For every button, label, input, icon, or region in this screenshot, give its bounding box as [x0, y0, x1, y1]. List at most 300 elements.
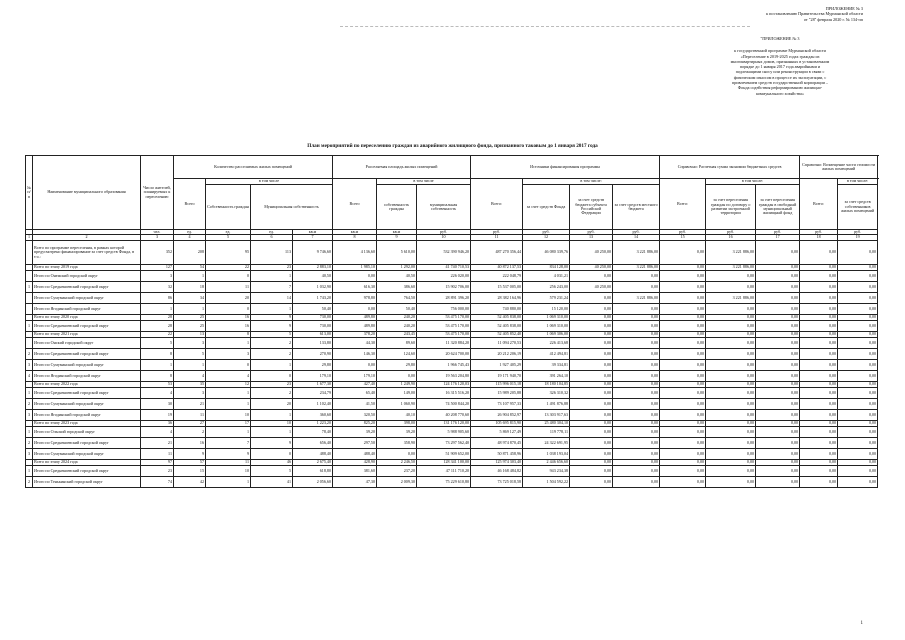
appendix-header [713, 6, 863, 22]
row-value: 0,00 [706, 409, 756, 420]
col-refund-total: Всего: [800, 179, 838, 230]
row-value: 115 996 015,18 [471, 381, 523, 387]
row-name: Итого по Среднекиевский городской округ [33, 281, 141, 292]
row-value: 0,00 [333, 359, 377, 370]
row-value: 391 264,10 [523, 370, 570, 381]
column-number-cell: 4 [174, 235, 206, 240]
column-number-cell: 14 [613, 235, 660, 240]
row-value: 756 000,00 [417, 303, 471, 314]
row-value: 75 229 610,80 [417, 476, 471, 487]
row-value: 13 [174, 331, 206, 337]
row-value: 15 [174, 465, 206, 476]
row-value: 50,40 [293, 303, 333, 314]
row-name: Всего по программе переселения, в рамках которой предусмотрено финансирование за счет средств Фонда, в т.ч.: [33, 240, 141, 264]
row-value: 0,00 [570, 465, 613, 476]
row-value: 0,00 [660, 426, 706, 437]
row-value: 52 405 838,00 [471, 314, 523, 320]
row-value: 613,00 [293, 331, 333, 337]
row-name: Итого по Ягодинский городской округ [33, 303, 141, 314]
row-value: 0,00 [838, 264, 878, 270]
row-value: 3 221 886,00 [706, 264, 756, 270]
row-value: 0,00 [756, 448, 800, 459]
column-number-cell: 5 [206, 235, 251, 240]
row-value: 1 249,90 [377, 381, 417, 387]
column-number-cell: 11 [471, 235, 523, 240]
row-value: 1 102,40 [293, 398, 333, 409]
col-savings-total: Всего: [660, 179, 706, 230]
row-name: Итого по Сумуманский городской округ [33, 448, 141, 459]
row-value: 28 [141, 314, 174, 320]
row-value: 222 048,79 [471, 270, 523, 281]
unit-cell: руб. [570, 230, 613, 235]
row-value: 0,00 [570, 387, 613, 398]
row-value: 1 [206, 476, 251, 487]
program-line: Фонда содействия реформированию жилищно- [737, 85, 823, 91]
row-value: 0,00 [838, 476, 878, 487]
row-value: 73 725 018,58 [471, 476, 523, 487]
row-value: 0,00 [660, 437, 706, 448]
appendix-line: от "28" февраля 2020 г. № 134-пп [803, 16, 863, 22]
row-value: 25 [174, 314, 206, 320]
row-value: 3 221 886,00 [706, 292, 756, 303]
row-value: 39,20 [377, 426, 417, 437]
row-value: 0,00 [838, 240, 878, 264]
row-value: 0,00 [800, 409, 838, 420]
row-value: 834 128,00 [523, 264, 570, 270]
row-value: 0,00 [838, 337, 878, 348]
row-value: 50,40 [377, 303, 417, 314]
row-value: 9 746,60 [293, 240, 333, 264]
row-value: 1 069 306,00 [523, 331, 570, 337]
row-value: 0,00 [660, 281, 706, 292]
row-value: 0,00 [613, 359, 660, 370]
row-value: 0,00 [706, 398, 756, 409]
row-value: 41,50 [333, 398, 377, 409]
row-value: 0,00 [756, 292, 800, 303]
row-name: Итого по Среднекиевский городской округ [33, 320, 141, 331]
row-value: 0,00 [613, 420, 660, 426]
row-value: 30 [141, 398, 174, 409]
row-value: 0,00 [570, 409, 613, 420]
col-count-total: Всего [174, 179, 206, 230]
row-value: 532 390 946,20 [417, 240, 471, 264]
row-value: 0,00 [613, 270, 660, 281]
row-value: 179,10 [333, 370, 377, 381]
row-value: 125 974 303,40 [471, 459, 523, 465]
row-number: 4 [26, 370, 33, 381]
row-value: 488,40 [333, 448, 377, 459]
column-number-cell: 8 [333, 235, 377, 240]
row-value: 14 [251, 292, 293, 303]
row-value: 22 [206, 264, 251, 270]
subgroup-incl: в том числе: [838, 179, 878, 185]
row-value: 1 677,30 [293, 381, 333, 387]
row-value: 2 883,10 [293, 264, 333, 270]
row-value: 0,00 [613, 437, 660, 448]
program-line: "ПРИЛОЖЕНИЕ № 3 [760, 36, 800, 41]
row-value: 47 111 710,20 [417, 465, 471, 476]
row-value: 1 [141, 359, 174, 370]
row-number: 1 [26, 281, 33, 292]
row-value: 358,90 [377, 437, 417, 448]
row-value: 0,00 [613, 331, 660, 337]
row-value: 40 250,00 [570, 240, 613, 264]
row-value: 3 [174, 387, 206, 398]
row-number: 3 [26, 448, 33, 459]
row-value: 0,00 [838, 387, 878, 398]
table-row [26, 426, 878, 437]
row-value: 0,00 [377, 448, 417, 459]
row-value: 2 [251, 337, 293, 348]
row-value: 15 989 205,88 [471, 387, 523, 398]
row-value: 825,20 [333, 420, 377, 426]
group-refund: Справочно: Возмещение части стоимости жилых помещений [800, 156, 878, 179]
row-value: 2 675,40 [293, 459, 333, 465]
row-value: 7 [251, 281, 293, 292]
row-value: 0,00 [706, 420, 756, 426]
row-value: 4 031,21 [523, 270, 570, 281]
row-value: 105 695 815,90 [471, 420, 523, 426]
row-value: 1 743,20 [293, 292, 333, 303]
row-value: 19 171 940,70 [471, 370, 523, 381]
row-value: 0,00 [377, 370, 417, 381]
row-value: 0,00 [660, 264, 706, 270]
row-value: 0,00 [800, 348, 838, 359]
row-value: 0,00 [838, 370, 878, 381]
subgroup-incl: в том числе: [706, 179, 800, 185]
row-value: 0,00 [570, 337, 613, 348]
row-value: 36 [141, 420, 174, 426]
row-name: Всего по этапу 2020 года [33, 314, 141, 320]
row-value: 428,90 [333, 459, 377, 465]
row-value: 53 475 170,00 [417, 314, 471, 320]
subgroup-incl: в том числе [206, 179, 333, 185]
row-value: 0,00 [800, 320, 838, 331]
column-number-cell: 3 [141, 235, 174, 240]
row-value: 0,00 [800, 264, 838, 270]
row-name: Всего по этапу 2024 года [33, 459, 141, 465]
row-value: 0,00 [706, 437, 756, 448]
row-value: 127 [141, 264, 174, 270]
row-value: 1 [251, 409, 293, 420]
row-value: 5 869 127,49 [471, 426, 523, 437]
row-value: 124 176 120,03 [417, 381, 471, 387]
row-value: 0,00 [706, 303, 756, 314]
unit-cell: руб. [660, 230, 706, 235]
row-value: 24 322 691,95 [523, 437, 570, 448]
table-row [26, 387, 878, 398]
program-header [695, 36, 865, 96]
row-value: 73 107 957,33 [471, 398, 523, 409]
row-value: 0,00 [838, 303, 878, 314]
row-value: 0,00 [800, 331, 838, 337]
row-value: 48 974 870,45 [471, 437, 523, 448]
row-value: 1 [251, 303, 293, 314]
row-value: 0,00 [613, 370, 660, 381]
group-area: Расселяемая площадь жилых помещений [333, 156, 471, 179]
column-number-cell: 16 [706, 235, 756, 240]
row-value: 9 [206, 448, 251, 459]
row-value: 0,00 [838, 281, 878, 292]
row-value: 52 405 852,40 [471, 331, 523, 337]
row-value: 119 778,11 [523, 426, 570, 437]
row-value: 25 480 304,10 [523, 420, 570, 426]
row-value: 20 212 206,19 [471, 348, 523, 359]
row-value: 0,00 [660, 459, 706, 465]
row-value: 20 [206, 292, 251, 303]
table-row [26, 320, 878, 331]
row-value: 0,00 [800, 398, 838, 409]
row-value: 46 168 484,82 [471, 465, 523, 476]
row-value: 40 250,00 [570, 281, 613, 292]
row-number: 2 [26, 398, 33, 409]
row-value: 0,00 [570, 437, 613, 448]
column-number-cell: 13 [570, 235, 613, 240]
row-value: 1 [206, 387, 251, 398]
row-value: 2 009,30 [377, 476, 417, 487]
row-value: 378,20 [333, 331, 377, 337]
row-value: 113 [251, 240, 293, 264]
row-value: 226 413,68 [523, 337, 570, 348]
table-row [26, 448, 878, 459]
row-value: 0,00 [706, 337, 756, 348]
row-value: 0,00 [570, 398, 613, 409]
row-value: 326 310,32 [523, 387, 570, 398]
row-number: 1 [26, 465, 33, 476]
row-value: 0,00 [660, 348, 706, 359]
row-number: 1 [26, 387, 33, 398]
column-number-cell: 12 [523, 235, 570, 240]
row-value: 0,00 [800, 370, 838, 381]
row-value: 53 [141, 381, 174, 387]
row-value: 0,00 [800, 314, 838, 320]
row-value: 616,30 [333, 281, 377, 292]
row-value: 1 069 310,00 [523, 314, 570, 320]
row-value: 0,00 [570, 348, 613, 359]
row-value: 46 080 339,76 [523, 240, 570, 264]
row-value: 0,00 [613, 465, 660, 476]
table-row [26, 409, 878, 420]
row-value: 0,00 [800, 270, 838, 281]
row-name: Итого по Ягодинский городской округ [33, 370, 141, 381]
row-value: 0,00 [838, 381, 878, 387]
row-value: 5 [251, 331, 293, 337]
row-value: 41 [251, 476, 293, 487]
row-value: 0,00 [756, 398, 800, 409]
row-value: 1 491 876,88 [523, 398, 570, 409]
column-number-cell: 9 [377, 235, 417, 240]
row-value: 398,00 [377, 420, 417, 426]
row-value: 0,00 [570, 476, 613, 487]
row-value: 4 136,60 [333, 240, 377, 264]
row-value: 32 [141, 281, 174, 292]
row-value: 133,80 [293, 337, 333, 348]
header-no: № п/п [26, 156, 33, 230]
row-value: 0,00 [838, 448, 878, 459]
unit-cell: ед. [206, 230, 251, 235]
row-value: 0,00 [613, 476, 660, 487]
program-line: к государственной программе Мурманской области [734, 48, 826, 54]
row-value: 1 032,90 [293, 281, 333, 292]
row-number: 3 [26, 409, 33, 420]
row-value: 237,20 [377, 465, 417, 476]
row-value: 11 [206, 281, 251, 292]
document-title: План мероприятий по переселению граждан из аварийного жилищного фонда, признанного таковым до 1 января 2017 года [307, 143, 598, 149]
row-value: 35 [174, 381, 206, 387]
row-value: 3 221 886,00 [613, 264, 660, 270]
row-value: 179,10 [293, 370, 333, 381]
row-number: 1 [26, 320, 33, 331]
column-number-cell: 2 [33, 235, 141, 240]
row-value: 16 [206, 314, 251, 320]
row-value: 0,00 [756, 303, 800, 314]
row-name: Всего по этапу 2019 года [33, 264, 141, 270]
row-value: 360,60 [293, 409, 333, 420]
row-value: 3 221 886,00 [613, 292, 660, 303]
row-value: 0,00 [660, 448, 706, 459]
group-savings: Справочно: Расчетная сумма экономии бюджетных средств [660, 156, 800, 179]
row-value: 0 [251, 370, 293, 381]
row-value: 0,00 [838, 292, 878, 303]
row-value: 1 292,00 [377, 264, 417, 270]
row-value: 53 475 170,00 [417, 331, 471, 337]
table-row [26, 348, 878, 359]
row-value: 0,00 [570, 292, 613, 303]
row-value: 489,80 [333, 314, 377, 320]
row-value: 0,00 [838, 465, 878, 476]
row-value: 0,00 [613, 409, 660, 420]
row-value: 270,90 [293, 348, 333, 359]
row-value: 10 [251, 420, 293, 426]
row-value: 0,00 [613, 426, 660, 437]
row-value: 0,00 [756, 314, 800, 320]
appendix-line: к постановлению Правительства Мурманской области [766, 11, 863, 17]
row-value: 487 270 356,44 [471, 240, 523, 264]
row-value: 0,00 [570, 359, 613, 370]
row-name: Итого по Ольский городской округ [33, 426, 141, 437]
row-value: 0,00 [660, 370, 706, 381]
unit-cell: руб. [756, 230, 800, 235]
row-value: 40 250,00 [570, 264, 613, 270]
row-value: 18 [174, 281, 206, 292]
row-value: 240,20 [377, 314, 417, 320]
col-area-municipal: муниципальная собственность [417, 185, 471, 230]
row-value: 0,00 [660, 292, 706, 303]
row-value: 0,00 [570, 381, 613, 387]
row-value: 65,40 [333, 387, 377, 398]
table-row [26, 270, 878, 281]
row-value: 0,00 [800, 381, 838, 387]
row-value: 618,80 [293, 465, 333, 476]
row-name: Итого по Среднекиевский городской округ [33, 348, 141, 359]
row-value: 0,00 [613, 387, 660, 398]
row-value: 0,00 [570, 270, 613, 281]
row-value: 234,79 [293, 387, 333, 398]
row-value: 1 [206, 426, 251, 437]
row-value: 978,80 [333, 292, 377, 303]
row-value: 0,00 [756, 409, 800, 420]
row-value: 51 909 652,00 [417, 448, 471, 459]
table-row [26, 465, 878, 476]
row-value: 0,00 [706, 476, 756, 487]
column-number-cell: 6 [251, 235, 293, 240]
row-value: 1 927 405,29 [471, 359, 523, 370]
row-value: 40,50 [377, 270, 417, 281]
col-savings-contract: за счет переселения граждан по договору о развитии застроенной территории [706, 185, 756, 230]
unit-cell: кв.м [333, 230, 377, 235]
row-value: 74 [141, 476, 174, 487]
row-value: 26 904 852,97 [471, 409, 523, 420]
row-value: 0,00 [706, 314, 756, 320]
row-value: 27 [174, 420, 206, 426]
unit-cell: кв.м [377, 230, 417, 235]
row-value: 1 [174, 359, 206, 370]
row-number [26, 270, 33, 281]
row-value: 41 740 710,53 [417, 264, 471, 270]
col-fin-total: Всего: [471, 179, 523, 230]
row-value: 1 [251, 359, 293, 370]
row-value: 20 624 700,00 [417, 348, 471, 359]
row-value: 730,00 [293, 314, 333, 320]
row-value: 3 [141, 270, 174, 281]
row-value: 0,00 [660, 420, 706, 426]
row-value: 15 120,00 [523, 303, 570, 314]
row-value: 0,00 [756, 370, 800, 381]
row-value: 0,00 [613, 281, 660, 292]
row-value: 53 475 170,00 [417, 320, 471, 331]
table-row [26, 337, 878, 348]
row-value: 0,00 [706, 281, 756, 292]
row-value: 656,40 [293, 437, 333, 448]
row-value: 0,00 [756, 359, 800, 370]
table-row [26, 240, 878, 264]
row-value: 0,00 [660, 337, 706, 348]
unit-cell: ед. [174, 230, 206, 235]
row-value: 0,00 [800, 448, 838, 459]
row-value: 34 [174, 292, 206, 303]
row-value: 0 [206, 303, 251, 314]
row-value: 0,00 [838, 420, 878, 426]
page-number: 1 [860, 621, 863, 626]
row-value: 21 [141, 437, 174, 448]
row-value: 0,00 [570, 314, 613, 320]
row-value: 240,20 [377, 320, 417, 331]
row-value: 0,00 [800, 303, 838, 314]
row-value: 2 246,50 [377, 459, 417, 465]
table-row [26, 303, 878, 314]
row-value: 2 [251, 387, 293, 398]
unit-cell: руб. [800, 230, 838, 235]
row-value: 0 [206, 359, 251, 370]
unit-cell: кв.м [293, 230, 333, 235]
row-value: 25 [174, 320, 206, 331]
header-persons: Число жителей, планируемых к переселению [141, 156, 174, 230]
row-value: 0,00 [660, 303, 706, 314]
row-value: 0,00 [756, 320, 800, 331]
row-value: 2 [174, 426, 206, 437]
row-value: 11 [206, 459, 251, 465]
row-value: 0,00 [756, 426, 800, 437]
row-value: 2 [251, 348, 293, 359]
row-value: 0,00 [756, 331, 800, 337]
row-value: 28 [141, 320, 174, 331]
row-value: 18 180 104,85 [523, 381, 570, 387]
row-value: 1 504 592,22 [523, 476, 570, 487]
row-number: 3 [26, 359, 33, 370]
row-value: 29,80 [293, 359, 333, 370]
row-value: 9 [251, 437, 293, 448]
row-value: 54 [174, 264, 206, 270]
